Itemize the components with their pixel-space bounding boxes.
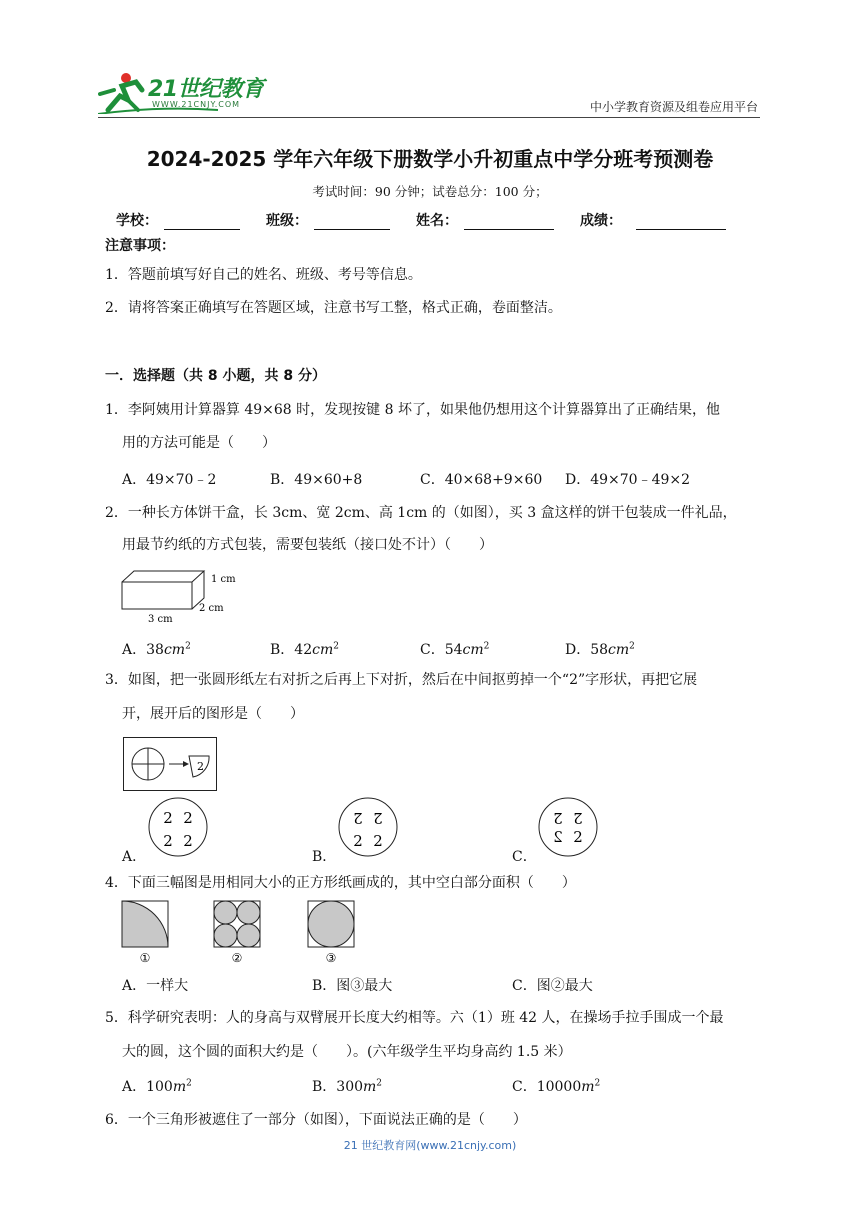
question-1-text: 1．李阿姨用计算器算 49×68 时，发现按键 8 坏了，如果他仍想用这个计算器算出了正确结果，他 <box>105 402 720 418</box>
svg-text:2: 2 <box>553 809 563 827</box>
svg-text:①: ① <box>139 951 151 965</box>
logo-text: 21世纪教育 <box>148 77 264 102</box>
class-label: 班级： <box>266 213 308 229</box>
q3-option-b[interactable]: B． <box>312 849 337 865</box>
svg-text:③: ③ <box>325 951 337 965</box>
question-5-text: 5．科学研究表明：人的身高与双臂展开长度大约相等。六（1）班 42 人，在操场手拉手围成一个最 <box>105 1010 724 1026</box>
svg-text:2: 2 <box>183 832 193 850</box>
svg-text:2: 2 <box>553 828 563 846</box>
question-2-text: 2．一种长方体饼干盒，长 3cm、宽 2cm、高 1cm 的（如图），买 3 盒这样的饼干包装成一件礼品， <box>105 505 737 521</box>
q4-option-a[interactable]: A．一样大 <box>122 978 189 994</box>
cutout-char: 2 <box>197 760 204 773</box>
q3-option-a-figure[interactable] <box>146 796 210 858</box>
question-1-text: 用的方法可能是（ ） <box>122 435 276 451</box>
svg-text:②: ② <box>231 951 243 965</box>
school-label: 学校： <box>116 213 158 229</box>
svg-text:2: 2 <box>163 809 173 827</box>
q5-option-c[interactable]: C．$10000m^2$ <box>512 1078 601 1095</box>
cuboid-width-label: 2 cm <box>199 603 224 614</box>
score-field[interactable] <box>580 210 726 230</box>
header-divider <box>98 117 760 118</box>
name-label: 姓名： <box>416 213 458 229</box>
question-4-text: 4．下面三幅图是用相同大小的正方形纸画成的，其中空白部分面积（ ） <box>105 875 576 891</box>
class-field[interactable] <box>266 210 390 230</box>
q4-option-b[interactable]: B．图③最大 <box>312 978 393 994</box>
section-heading: 一．选择题（共 8 小题，共 8 分） <box>105 368 326 384</box>
q2-option-c[interactable]: C．$54cm^2$ <box>420 641 490 658</box>
cuboid-figure <box>118 565 248 625</box>
school-field[interactable] <box>116 210 240 230</box>
squares-figure <box>120 899 370 965</box>
svg-text:2: 2 <box>353 832 363 850</box>
question-2-text: 用最节约纸的方式包装，需要包装纸（接口处不计）（ ） <box>122 537 493 553</box>
q1-option-b[interactable]: B．49×60+8 <box>270 472 363 488</box>
svg-text:2: 2 <box>373 809 383 827</box>
platform-label: 中小学教育资源及组卷应用平台 <box>589 100 758 114</box>
q3-option-c-figure[interactable] <box>536 796 600 858</box>
svg-text:2: 2 <box>373 832 383 850</box>
cuboid-length-label: 3 cm <box>148 614 173 625</box>
page-title: 2024-2025 学年六年级下册数学小升初重点中学分班考预测卷 <box>146 147 714 171</box>
svg-text:2: 2 <box>353 809 363 827</box>
q4-option-c[interactable]: C．图②最大 <box>512 978 593 994</box>
q1-option-d[interactable]: D．49×70﹣49×2 <box>565 472 691 488</box>
exam-subtitle: 考试时间：90 分钟；试卷总分：100 分； <box>312 184 548 199</box>
cuboid-height-label: 1 cm <box>211 574 236 585</box>
svg-text:2: 2 <box>183 809 193 827</box>
q5-option-b[interactable]: B．$300m^2$ <box>312 1078 383 1095</box>
name-field[interactable] <box>416 210 554 230</box>
q5-option-a[interactable]: A．$100m^2$ <box>122 1078 192 1095</box>
page-footer[interactable]: 21 世纪教育网(www.21cnjy.com) <box>343 1139 517 1152</box>
notice-item: 2．请将答案正确填写在答题区域，注意书写工整，格式正确，卷面整洁。 <box>105 300 562 316</box>
question-5-text: 大的圆，这个圆的面积大约是（ ）。(六年级学生平均身高约 1.5 米） <box>122 1044 572 1060</box>
question-3-text: 3．如图，把一张圆形纸左右对折之后再上下对折，然后在中间抠剪掉一个“2”字形状，再把它展 <box>105 672 698 688</box>
svg-text:2: 2 <box>163 832 173 850</box>
q2-option-b[interactable]: B．$42cm^2$ <box>270 641 339 658</box>
logo-subtext: WWW.21CNJY.COM <box>152 100 241 109</box>
notice-heading: 注意事项： <box>105 238 175 254</box>
folding-figure <box>123 737 217 791</box>
svg-text:2: 2 <box>573 828 583 846</box>
q3-option-b-figure[interactable] <box>336 796 400 858</box>
score-label: 成绩： <box>580 213 622 229</box>
q2-option-a[interactable]: A．$38cm^2$ <box>122 641 191 658</box>
q1-option-c[interactable]: C．40×68+9×60 <box>420 472 543 488</box>
score-blank[interactable] <box>636 215 726 230</box>
notice-item: 1．答题前填写好自己的姓名、班级、考号等信息。 <box>105 267 422 283</box>
question-3-text: 开，展开后的图形是（ ） <box>122 706 304 722</box>
question-6-text: 6．一个三角形被遮住了一部分（如图），下面说法正确的是（ ） <box>105 1112 527 1128</box>
q2-option-d[interactable]: D．$58cm^2$ <box>565 641 635 658</box>
svg-text:2: 2 <box>573 809 583 827</box>
student-info-row <box>116 210 752 230</box>
name-blank[interactable] <box>464 215 554 230</box>
q1-option-a[interactable]: A．49×70﹣2 <box>122 472 217 488</box>
class-blank[interactable] <box>314 215 390 230</box>
q3-option-a[interactable]: A． <box>122 849 147 865</box>
school-blank[interactable] <box>164 215 240 230</box>
q3-option-c[interactable]: C． <box>512 849 537 865</box>
